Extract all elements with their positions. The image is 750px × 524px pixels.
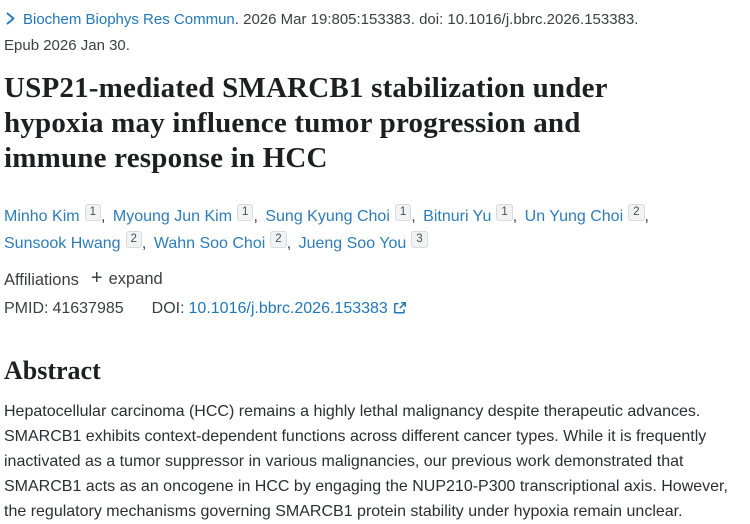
affiliations-label: Affiliations — [4, 271, 79, 289]
author-separator: , — [141, 235, 151, 252]
abstract-line: inactivated as a tumor suppressor in various malignancies, our previous work demonstrated that — [4, 453, 684, 470]
author-link[interactable]: Jueng Soo You — [298, 235, 407, 252]
author-affiliation-chip[interactable]: 2 — [628, 204, 644, 221]
abstract-line: SMARCB1 exhibits context-dependent functions across different cancer types. While it is frequently — [4, 428, 707, 445]
abstract-line: SMARCB1 acts as an oncogene in HCC by engaging the NUP210-P300 transcriptional axis. However, — [4, 478, 728, 495]
author-affiliation-chip[interactable]: 1 — [85, 204, 101, 221]
affiliations-expand-button[interactable] — [91, 266, 163, 292]
author-separator: , — [512, 208, 522, 225]
author-affiliation-chip[interactable]: 3 — [411, 231, 427, 248]
affiliations-row — [4, 266, 744, 293]
abstract-line: the regulatory mechanisms governing SMARCB1 protein stability under hypoxia remain unclear. — [4, 503, 683, 520]
abstract-line: Hepatocellular carcinoma (HCC) remains a highly lethal malignancy despite therapeutic advances. — [4, 403, 701, 420]
chevron-right-icon[interactable] — [5, 10, 16, 34]
external-link-icon — [393, 298, 407, 324]
author-link[interactable]: Minho Kim — [4, 208, 80, 225]
author-affiliation-chip[interactable]: 1 — [496, 204, 512, 221]
article-title — [4, 71, 744, 176]
author-separator: , — [411, 208, 421, 225]
abstract-heading: Abstract — [4, 356, 101, 385]
citation-epub: Epub 2026 Jan 30. — [4, 37, 130, 54]
doi-text: 10.1016/j.bbrc.2026.153383 — [188, 300, 388, 317]
author-link[interactable]: Myoung Jun Kim — [112, 208, 233, 225]
author-affiliation-chip[interactable]: 1 — [237, 204, 253, 221]
author-link[interactable]: Wahn Soo Choi — [153, 235, 266, 252]
plus-icon: + — [90, 267, 103, 289]
doi-label: DOI: — [151, 300, 185, 317]
author-link[interactable]: Sunsook Hwang — [4, 235, 121, 252]
author-link[interactable]: Un Yung Choi — [524, 208, 624, 225]
author-list — [4, 203, 744, 257]
author-separator: , — [253, 208, 263, 225]
title-line: USP21-mediated SMARCB1 stabilization under — [4, 72, 608, 104]
journal-citation — [4, 8, 744, 58]
author-separator: , — [286, 235, 296, 252]
abstract-text — [4, 399, 744, 524]
identifiers-row — [4, 296, 744, 324]
title-line: immune response in HCC — [4, 142, 328, 174]
author-link[interactable]: Sung Kyung Choi — [265, 208, 390, 225]
citation-details: . 2026 Mar 19:805:153383. doi: 10.1016/j.bbrc.2026.153383. — [234, 11, 639, 28]
pmid-label: PMID: — [4, 300, 49, 317]
expand-label: expand — [108, 270, 163, 288]
author-affiliation-chip[interactable]: 2 — [270, 231, 286, 248]
author-separator: , — [644, 208, 649, 225]
doi-link[interactable] — [189, 300, 407, 317]
title-line: hypoxia may influence tumor progression and — [4, 107, 581, 139]
pmid-value: 41637985 — [52, 300, 124, 317]
journal-link[interactable]: Biochem Biophys Res Commun — [23, 11, 235, 28]
author-affiliation-chip[interactable]: 1 — [395, 204, 411, 221]
author-link[interactable]: Bitnuri Yu — [423, 208, 492, 225]
author-separator: , — [100, 208, 110, 225]
author-affiliation-chip[interactable]: 2 — [126, 231, 142, 248]
